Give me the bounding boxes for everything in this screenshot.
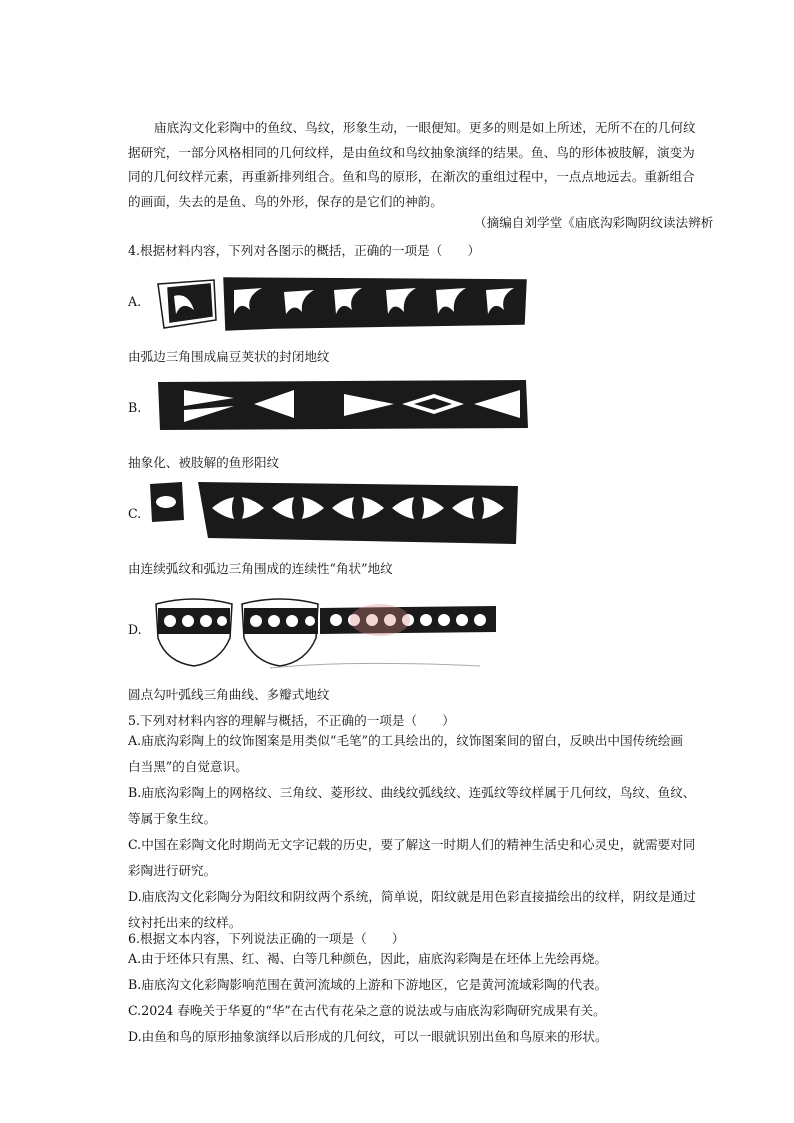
pattern-a-image	[154, 270, 528, 336]
q4-option-a-letter: A.	[128, 294, 142, 309]
passage-source: （摘编自刘学堂《庙底沟彩陶阴纹读法辨析	[474, 215, 714, 230]
q6-option-a: A.由于坯体只有黑、红、褐、白等几种颜色，因此，庙底沟彩陶是在坯体上先绘再烧。	[128, 951, 608, 966]
q5-option-c-cont: 彩陶进行研究。	[128, 863, 217, 878]
q4-option-b-letter: B.	[128, 400, 142, 415]
q4-option-d-caption: 圆点勾叶弧线三角曲线、多瓣式地纹	[128, 687, 330, 702]
passage-line: 庙底沟文化彩陶中的鱼纹、鸟纹，形象生动，一眼便知。更多的则是如上所述，无所不在的几何纹	[154, 120, 696, 135]
q4-option-a-caption: 由弧边三角围成扁豆荚状的封闭地纹	[128, 349, 330, 364]
pattern-b-image	[154, 376, 530, 434]
q6-option-c: C.2024 春晚关于华夏的“华”在古代有花朵之意的说法或与庙底沟彩陶研究成果有关。	[128, 1003, 606, 1018]
pattern-c-image	[148, 478, 522, 550]
q5-option-d-cont: 纹衬托出来的纹样。	[128, 915, 242, 930]
q4-option-b-caption: 抽象化、被肢解的鱼形阳纹	[128, 455, 280, 470]
q4-option-c-caption: 由连续弧纹和弧边三角围成的连续性“角状”地纹	[128, 561, 393, 576]
q5-option-c: C.中国在彩陶文化时期尚无文字记载的历史，要了解这一时期人们的精神生活史和心灵史，就需要对同	[128, 837, 696, 852]
passage-line: 的画面，失去的是鱼、鸟的外形，保存的是它们的神韵。	[128, 193, 443, 209]
question-6-stem: 6.根据文本内容，下列说法正确的一项是（ ）	[128, 931, 405, 946]
pattern-d-image	[150, 590, 500, 672]
question-5-options	[128, 728, 696, 936]
q5-option-a-cont: 白当黑”的自觉意识。	[128, 759, 248, 774]
passage-line: 据研究，一部分风格相同的几何纹样，是由鱼纹和鸟纹抽象演绎的结果。鱼、鸟的形体被肢解，演变为	[128, 144, 695, 160]
question-4-stem: 4.根据材料内容，下列对各图示的概括，正确的一项是（ ）	[128, 243, 481, 258]
q6-option-b: B.庙底沟文化彩陶影响范围在黄河流域的上游和下游地区，它是黄河流域彩陶的代表。	[128, 977, 608, 992]
q5-option-d: D.庙底沟文化彩陶分为阳纹和阴纹两个系统，简单说，阳纹就是用色彩直接描绘出的纹样，阴纹是通过	[128, 889, 696, 904]
question-5-stem: 5.下列对材料内容的理解与概括，不正确的一项是（ ）	[128, 713, 455, 728]
passage-line: 同的几何纹样元素，再重新排列组合。鱼和鸟的原形，在渐次的重组过程中，一点点地远去。重新组合	[128, 169, 695, 185]
q6-option-d: D.由鱼和鸟的原形抽象演绎以后形成的几何纹，可以一眼就识别出鱼和鸟原来的形状。	[128, 1029, 608, 1044]
q5-option-b-cont: 等属于象生纹。	[128, 811, 217, 826]
passage	[128, 116, 794, 214]
q4-option-d-letter: D.	[128, 622, 142, 637]
q5-option-b: B.庙底沟彩陶上的网格纹、三角纹、菱形纹、曲线纹弧线纹、连弧纹等纹样属于几何纹，鸟纹、鱼纹、	[128, 785, 696, 800]
q5-option-a: A.庙底沟彩陶上的纹饰图案是用类似“毛笔”的工具绘出的，纹饰图案间的留白，反映出中国传统绘画	[128, 733, 683, 748]
question-6-options	[128, 946, 608, 1050]
q4-option-c-letter: C.	[128, 506, 142, 521]
